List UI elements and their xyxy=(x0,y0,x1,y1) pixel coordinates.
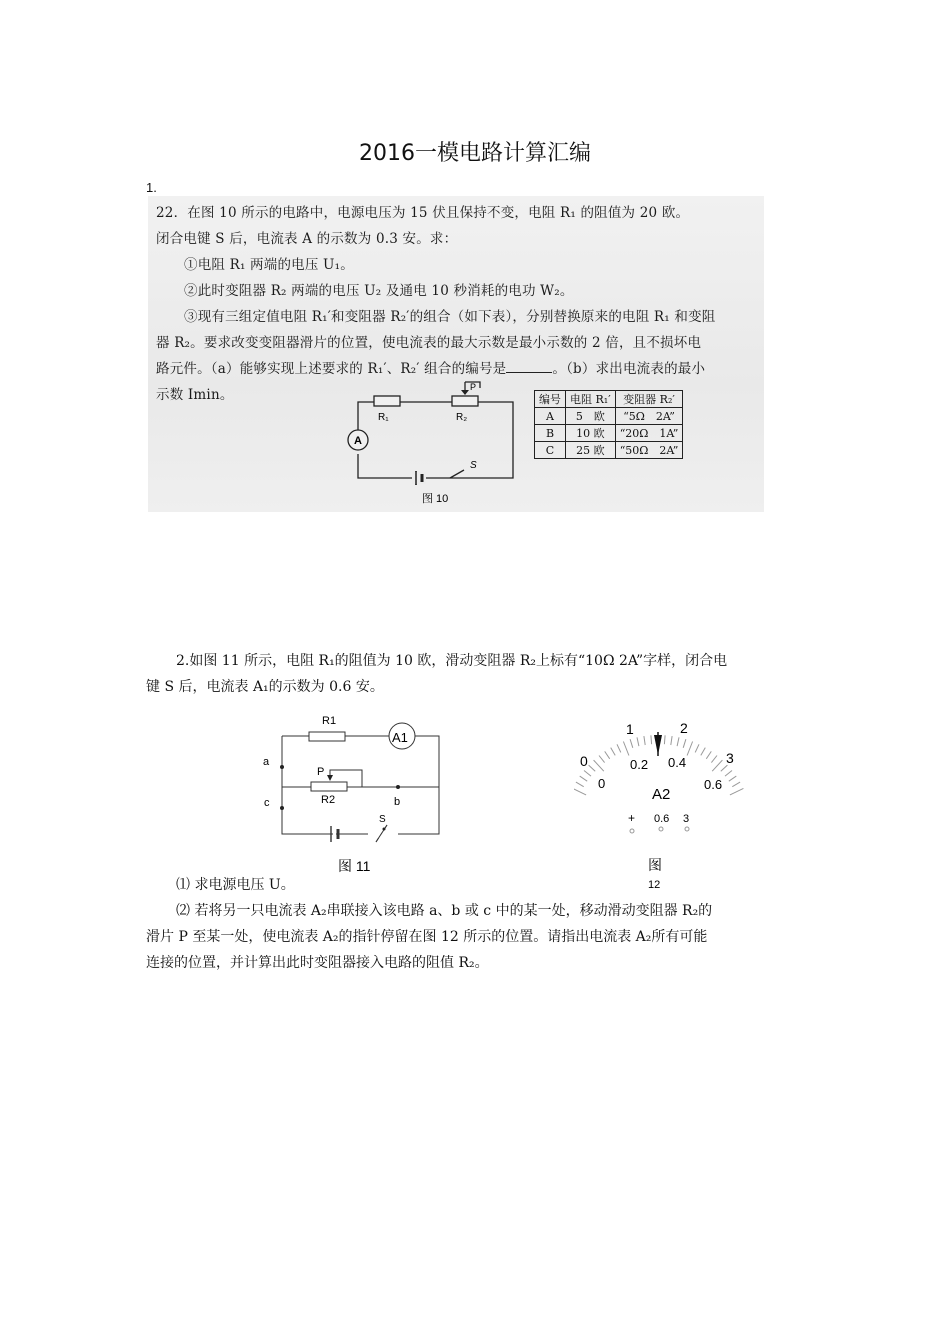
dial-tick xyxy=(730,788,744,795)
dial-tick xyxy=(695,744,699,752)
question-2-intro xyxy=(146,648,727,700)
table-row xyxy=(535,442,683,459)
dial-tick xyxy=(617,744,621,752)
figure-11-caption: 图 11 xyxy=(338,858,371,874)
r1-label: R1 xyxy=(322,715,337,727)
slider-p-label: P xyxy=(470,382,477,392)
ammeter-a2-label: A2 xyxy=(652,786,671,803)
point-b-label: b xyxy=(394,796,401,808)
r1-label: R₁ xyxy=(378,412,389,423)
top-scale-label: 3 xyxy=(726,750,734,766)
r2-label: R2 xyxy=(321,794,336,806)
dial-tick xyxy=(605,751,610,758)
point-c-label: c xyxy=(264,797,270,809)
top-scale-label: 1 xyxy=(626,721,634,737)
table-header-row xyxy=(535,391,683,408)
question-1-text xyxy=(156,200,715,408)
slider-arrow-icon xyxy=(327,775,333,781)
dial-tick xyxy=(574,788,586,795)
dial-tick xyxy=(637,737,639,746)
figure-10-circuit xyxy=(338,380,528,510)
figure-12-caption: 图 xyxy=(648,857,662,873)
dial-tick xyxy=(706,751,711,758)
switch-label: S xyxy=(379,814,386,825)
table-header: 编号 xyxy=(535,391,566,408)
table-header: 变阻器 R₂′ xyxy=(615,391,683,408)
q1-line: 器 R₂。要求改变变阻器滑片的位置，使电流表的最大示数是最小示数的 2 倍，且不损坏电 xyxy=(156,335,702,351)
dial-tick xyxy=(580,776,588,781)
top-scale-label: 0 xyxy=(580,753,588,769)
q1-line: ③现有三组定值电阻 R₁′和变阻器 R₂′的组合（如下表），分别替换原来的电阻 R₁ 和变阻 xyxy=(184,309,716,325)
dial-tick xyxy=(589,765,596,771)
question-1-scan xyxy=(148,196,764,512)
q2-part-1: ⑴ 求电源电压 U。 xyxy=(176,877,295,893)
terminal-label: 3 xyxy=(683,813,690,825)
q1-line: 22．在图 10 所示的电路中，电源电压为 15 伏且保持不变，电阻 R₁ 的阻值为 20 欧。 xyxy=(156,205,690,221)
bottom-scale-label: 0.6 xyxy=(704,777,723,792)
answer-blank xyxy=(506,360,552,373)
dial-tick xyxy=(687,742,693,756)
figure-10-caption: 图 10 xyxy=(422,493,449,505)
dial-tick xyxy=(712,760,722,771)
q2-part-2-line: 滑片 P 至某一处，使电流表 A₂的指针停留在图 12 所示的位置。请指出电流表 A₂所有可能 xyxy=(146,929,708,945)
dial-tick xyxy=(664,735,665,744)
dial-tick xyxy=(683,739,686,748)
page-title: 2016一模电路计算汇编 xyxy=(359,141,591,166)
dial-tick xyxy=(721,765,728,771)
question-1-number: 1. xyxy=(146,180,157,195)
table-header: 电阻 R₁′ xyxy=(566,391,616,408)
table-cell: 10 欧 xyxy=(566,425,616,442)
dial-tick xyxy=(725,771,732,777)
dial-tick xyxy=(594,760,604,771)
dial-tick xyxy=(701,748,706,756)
terminal-label: + xyxy=(628,811,636,825)
table-cell: B xyxy=(535,425,566,442)
q1-line: ①电阻 R₁ 两端的电压 U₁。 xyxy=(184,257,354,273)
q1-line: 示数 Imin。 xyxy=(156,387,234,403)
point-a-label: a xyxy=(263,756,270,768)
table-cell: 5 欧 xyxy=(566,408,616,425)
dial-tick xyxy=(729,776,737,781)
table-cell: “20Ω 1A” xyxy=(615,425,683,442)
dial-tick xyxy=(651,735,652,744)
ammeter-a1-label: A1 xyxy=(392,730,408,745)
figure-11-circuit xyxy=(256,708,456,880)
dial-tick xyxy=(732,782,740,787)
bottom-scale-label: 0.2 xyxy=(630,757,649,772)
dial-tick xyxy=(711,756,717,763)
q2-intro-line: 2.如图 11 所示，电阻 R₁的阻值为 10 欧，滑动变阻器 R₂上标有“10Ω 2A”字样，闭合电 xyxy=(176,653,728,669)
bottom-scale-label: 0 xyxy=(598,776,606,791)
table-row xyxy=(535,408,683,425)
bottom-scale-label: 0.4 xyxy=(668,755,687,770)
q1-line: 闭合电键 S 后，电流表 A 的示数为 0.3 安。求： xyxy=(156,231,458,247)
dial-tick xyxy=(599,756,605,763)
resistor-options-table xyxy=(534,390,683,459)
question-2-parts xyxy=(146,872,712,976)
dial-tick xyxy=(623,742,629,756)
q1-line: 路元件。（a）能够实现上述要求的 R₁′、R₂′ 组合的编号是 xyxy=(156,361,507,377)
terminal-label: 0.6 xyxy=(654,813,670,825)
slider-p-label: P xyxy=(317,766,325,778)
table-cell: A xyxy=(535,408,566,425)
slider-arrow-icon xyxy=(461,390,469,395)
table-cell: 25 欧 xyxy=(566,442,616,459)
table-row xyxy=(535,425,683,442)
q2-intro-line: 键 S 后，电流表 A₁的示数为 0.6 安。 xyxy=(146,679,384,695)
switch-label: S xyxy=(470,460,477,471)
q1-line-with-blank xyxy=(156,356,715,382)
figure-12-ammeter-dial xyxy=(574,712,744,894)
q1-line: ②此时变阻器 R₂ 两端的电压 U₂ 及通电 10 秒消耗的电功 W₂。 xyxy=(184,283,574,299)
q1-line: 。（b）求出电流表的最小 xyxy=(552,361,706,377)
dial-tick xyxy=(611,748,616,756)
dial-tick xyxy=(630,739,633,748)
table-cell: C xyxy=(535,442,566,459)
r2-label: R₂ xyxy=(456,412,468,423)
table-cell: “50Ω 2A” xyxy=(615,442,683,459)
top-scale-label: 2 xyxy=(680,720,688,736)
q2-part-2-line: ⑵ 若将另一只电流表 A₂串联接入该电路 a、b 或 c 中的某一处，移动滑动变阻器 R₂的 xyxy=(176,903,713,919)
dial-tick xyxy=(671,736,672,745)
ammeter-label: A xyxy=(354,435,362,447)
dial-tick xyxy=(576,782,584,787)
dial-tick xyxy=(584,771,591,777)
dial-tick xyxy=(644,736,645,745)
dial-tick xyxy=(677,737,679,746)
table-cell: “5Ω 2A” xyxy=(615,408,683,425)
q2-part-2-line: 连接的位置，并计算出此时变阻器接入电路的阻值 R₂。 xyxy=(146,955,489,971)
figure-12-caption-number: 12 xyxy=(648,879,661,891)
